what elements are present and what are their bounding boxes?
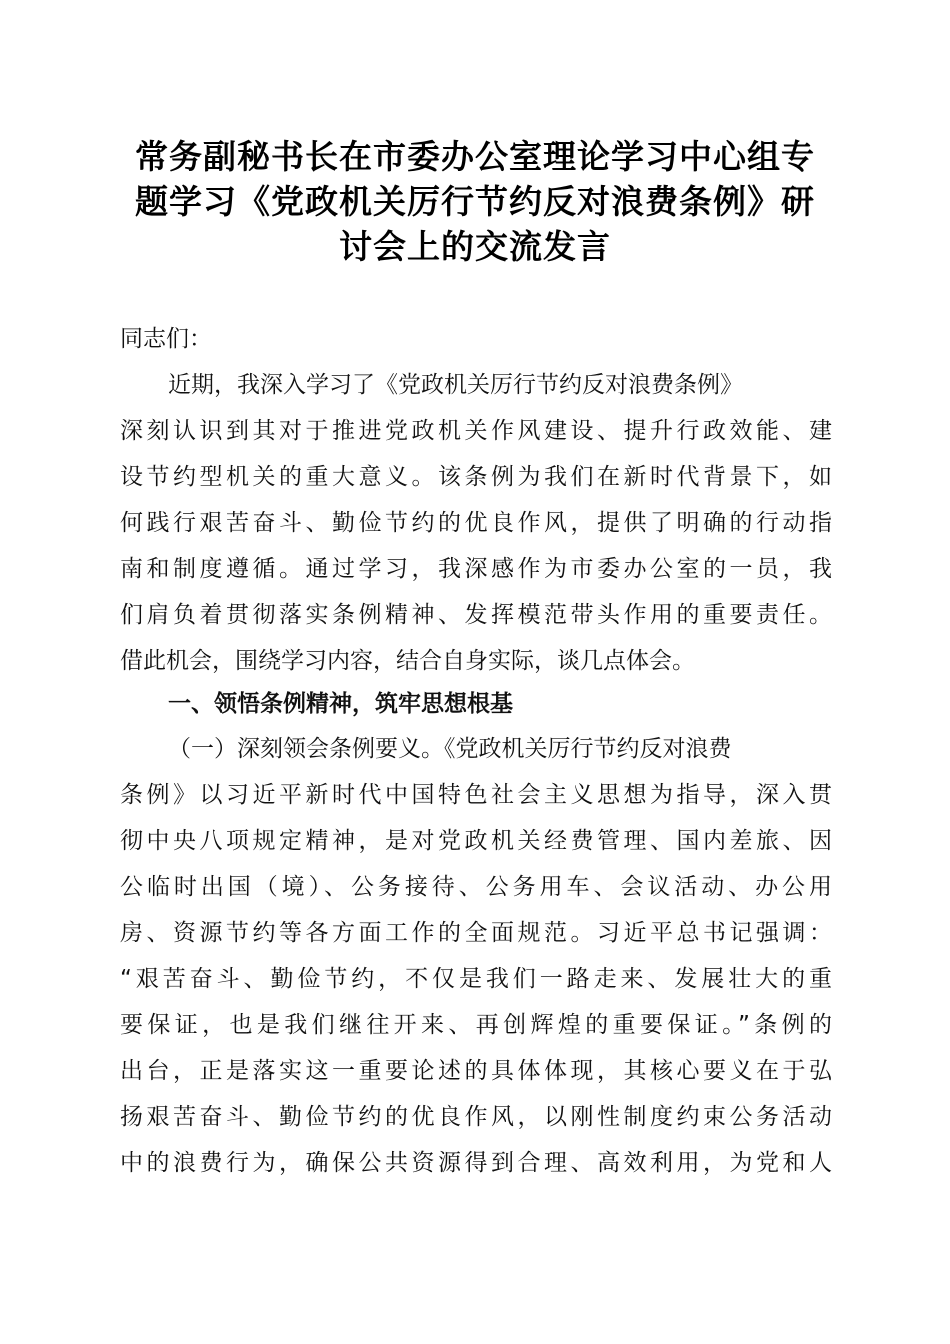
- paragraph-2-line: 房、资源节约等各方面工作的全面规范。习近平总书记强调：: [120, 920, 832, 946]
- paragraph-1-line: 借此机会，围绕学习内容，结合自身实际，谈几点体会。: [120, 648, 695, 674]
- paragraph-2-line: 扬艰苦奋斗、勤俭节约的优良作风，以刚性制度约束公务活动: [120, 1104, 832, 1130]
- paragraph-2-line: 出台，正是落实这一重要论述的具体体现，其核心要义在于弘: [120, 1058, 832, 1084]
- paragraph-1-line: 近期，我深入学习了《党政机关厉行节约反对浪费条例》: [168, 372, 743, 398]
- title-line: 常务副秘书长在市委办公室理论学习中心组专: [135, 137, 815, 176]
- paragraph-2-line: 公临时出国（境）、公务接待、公务用车、会议活动、办公用: [120, 874, 832, 900]
- paragraph-2-line: 条例》以习近平新时代中国特色社会主义思想为指导，深入贯: [120, 782, 832, 808]
- title-line: 题学习《党政机关厉行节约反对浪费条例》研: [135, 182, 815, 221]
- salutation: 同志们：: [120, 326, 212, 352]
- paragraph-1-line: 们肩负着贯彻落实条例精神、发挥模范带头作用的重要责任。: [120, 602, 832, 628]
- paragraph-1-line: 深刻认识到其对于推进党政机关作风建设、提升行政效能、建: [120, 418, 832, 444]
- paragraph-1-line: 南和制度遵循。通过学习，我深感作为市委办公室的一员，我: [120, 556, 832, 582]
- title-line: 讨会上的交流发言: [339, 227, 611, 266]
- paragraph-1-line: 何践行艰苦奋斗、勤俭节约的优良作风，提供了明确的行动指: [120, 510, 832, 536]
- document-title: [112, 134, 838, 269]
- paragraph-2-line: 要保证，也是我们继往开来、再创辉煌的重要保证。”条例的: [120, 1012, 832, 1038]
- paragraph-2-line: （一）深刻领会条例要义。《党政机关厉行节约反对浪费: [168, 736, 732, 762]
- paragraph-1-line: 设节约型机关的重大意义。该条例为我们在新时代背景下，如: [120, 464, 832, 490]
- paragraph-2-line: “艰苦奋斗、勤俭节约，不仅是我们一路走来、发展壮大的重: [120, 966, 832, 992]
- paragraph-2-line: 中的浪费行为，确保公共资源得到合理、高效利用，为党和人: [120, 1150, 832, 1176]
- section-heading: 一、领悟条例精神，筑牢思想根基: [168, 691, 513, 717]
- paragraph-2-line: 彻中央八项规定精神，是对党政机关经费管理、国内差旅、因: [120, 828, 832, 854]
